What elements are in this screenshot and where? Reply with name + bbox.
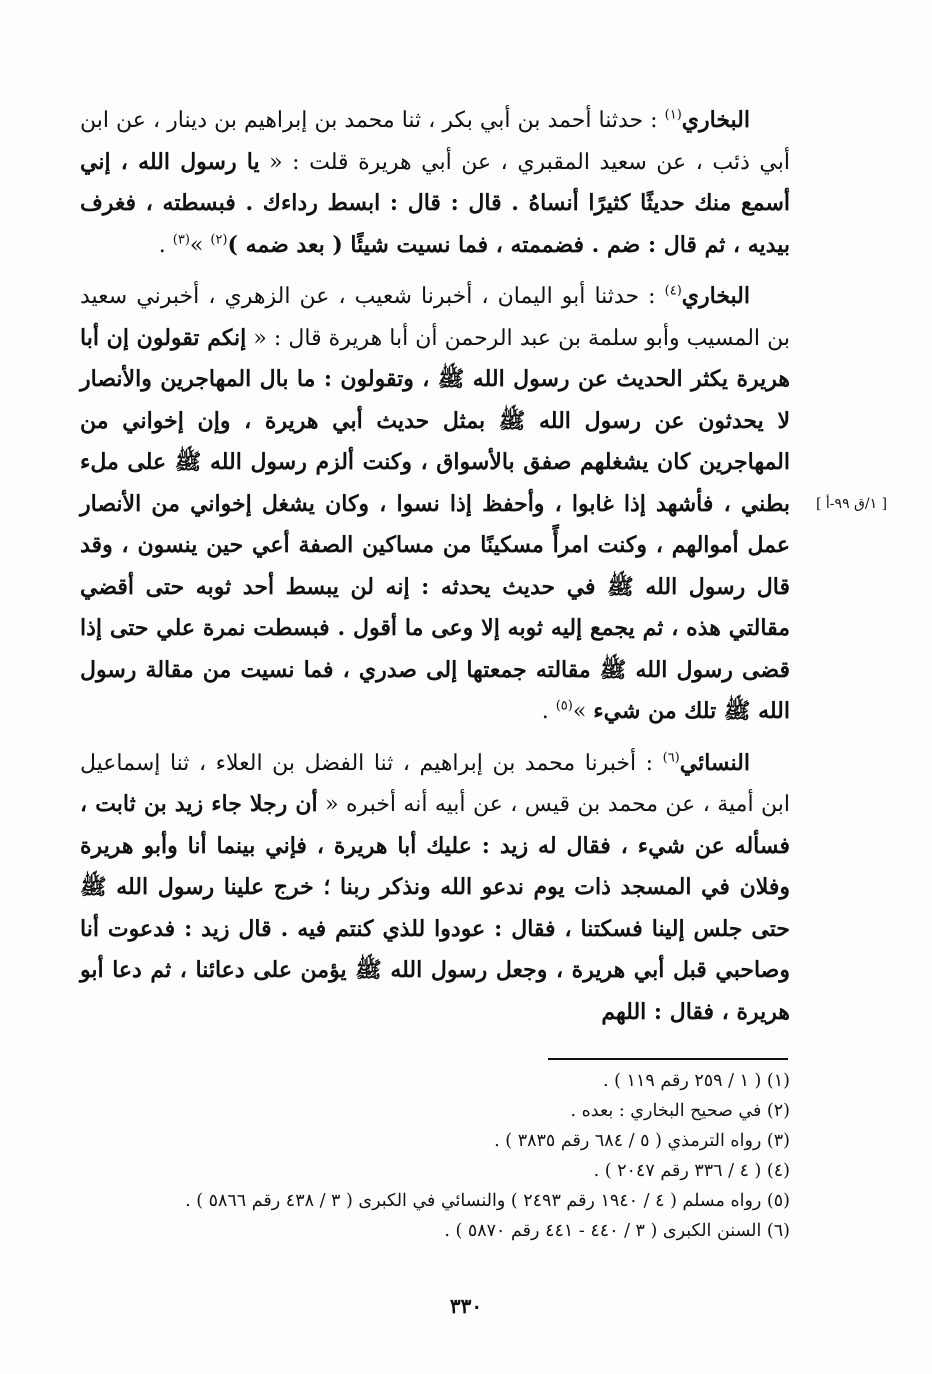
main-text — [80, 100, 790, 1043]
footnote-ref: (١) — [664, 107, 682, 123]
footnote-4: (٤) ( ٤ / ٣٣٦ رقم ٢٠٤٧ ) . — [593, 1161, 790, 1181]
manuscript-folio-note: [ ١/ق ٩٩-أ ] — [816, 496, 888, 512]
matn-text: أن رجلا جاء زيد بن ثابت ، فسأله عن شيء ، فقال له زيد : عليك أبا هريرة ، فإني بينما أنا وأبو هريرة وفلان في المسجد ذات يوم ندعو الله ونذكر ربنا ؛ خرج علينا رسول الله ﷺ حتى جلس إلينا فسكتنا ، فقال : عودوا للذي كنتم فيه . قال زيد : فدعوت أنا وصاحبي قبل أبي هريرة ، وجعل رسول الله ﷺ يؤمن على دعائنا ، ثم دعا أبو هريرة ، فقال : اللهم — [80, 791, 790, 1025]
footnotes — [80, 1066, 790, 1246]
end-mark: . — [158, 232, 173, 258]
closing-quote: » — [572, 699, 594, 724]
matn-text: يا رسول الله ، إني أسمع منك حديثًا كثيرًا أنساهُ . قال : قال : ابسط رداءك . فبسطته ، فغرف بيديه ، ثم قال : ضم . فضممته ، فما نسيت شيئًا ( بعد ضمه ) — [80, 148, 790, 258]
footnote-ref: (٤) — [664, 283, 682, 299]
footnote-divider — [548, 1058, 788, 1060]
footnote-ref: (٥) — [555, 698, 573, 714]
isnad-text: : أخبرنا محمد بن إبراهيم ، ثنا الفضل بن العلاء ، ثنا إسماعيل ابن أمية ، عن محمد بن قيس ، عن أبيه أنه أخبره « — [80, 750, 790, 817]
end-mark: . — [541, 699, 556, 724]
hadith-paragraph-1 — [80, 100, 790, 266]
isnad-text: : حدثنا أبو اليمان ، أخبرنا شعيب ، عن الزهري ، أخبرني سعيد بن المسيب وأبو سلمة بن عبد الرحمن أن أبا هريرة قال : « — [80, 284, 790, 351]
footnote-6: (٦) السنن الكبرى ( ٣ / ٤٤٠ - ٤٤١ رقم ٥٨٧٠ ) . — [444, 1221, 790, 1241]
footnote-ref: (٦) — [662, 750, 680, 766]
source-name: البخاري — [681, 107, 750, 133]
footnote-ref: (٣) — [172, 232, 190, 248]
hadith-paragraph-3 — [80, 743, 790, 1034]
footnote-5: (٥) رواه مسلم ( ٤ / ١٩٤٠ رقم ٢٤٩٣ ) والنسائي في الكبرى ( ٣ / ٤٣٨ رقم ٥٨٦٦ ) . — [185, 1191, 790, 1211]
matn-text: إنكم تقولون إن أبا هريرة يكثر الحديث عن رسول الله ﷺ ، وتقولون : ما بال المهاجرين والأنصار لا يحدثون عن رسول الله ﷺ بمثل حديث أبي هريرة ، وإن إخواني من المهاجرين كان يشغلهم صفق بالأسواق ، وكنت ألزم رسول الله ﷺ على ملء بطني ، فأشهد إذا غابوا ، وأحفظ إذا نسوا ، وكان يشغل إخواني من الأنصار عمل أموالهم ، وكنت امرأً مسكينًا من مساكين الصفة أعي حين ينسون ، وقد قال رسول الله ﷺ في حديث يحدثه : إنه لن يبسط أحد ثوبه حتى أقضي مقالتي هذه ، ثم يجمع إليه ثوبه إلا وعى ما أقول . فبسطت نمرة علي حتى إذا قضى رسول الله ﷺ مقالته جمعتها إلى صدري ، فما نسيت من مقالة رسول الله ﷺ تلك من شيء — [80, 324, 790, 724]
footnote-1: (١) ( ١ / ٢٥٩ رقم ١١٩ ) . — [603, 1071, 790, 1091]
closing-quote: » — [189, 232, 211, 258]
footnote-ref: (٢) — [210, 232, 228, 248]
footnote-2: (٢) في صحيح البخاري : بعده . — [570, 1101, 790, 1121]
hadith-paragraph-2 — [80, 276, 790, 733]
source-name: البخاري — [681, 283, 750, 309]
footnote-3: (٣) رواه الترمذي ( ٥ / ٦٨٤ رقم ٣٨٣٥ ) . — [494, 1131, 790, 1151]
page-number: ٣٣٠ — [449, 1294, 483, 1318]
isnad-text: : حدثنا أحمد بن أبي بكر ، ثنا محمد بن إبراهيم بن دينار ، عن ابن أبي ذئب ، عن سعيد المقبري ، عن أبي هريرة قلت : « — [80, 108, 790, 175]
source-name: النسائي — [679, 749, 750, 776]
